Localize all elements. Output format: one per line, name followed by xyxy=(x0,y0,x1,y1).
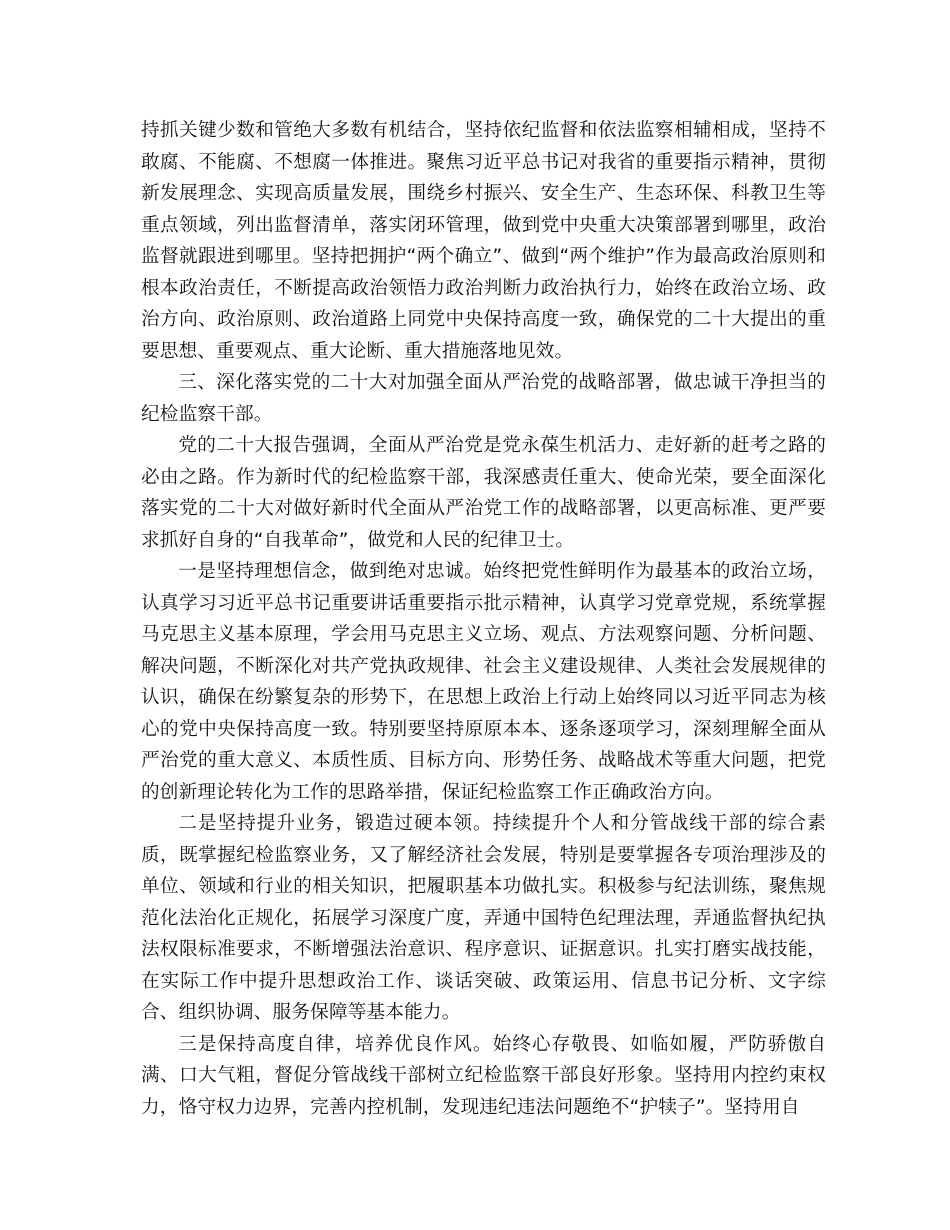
paragraph-ideals-belief: 一是坚持理想信念，做到绝对忠诚。始终把党性鲜明作为最基本的政治立场，认真学习习近平总书记重要讲话重要指示批示精神，认真学习党章党规，系统掌握马克思主义基本原理，学会用马克思主义立场、观点、方法观察问题、分析问题、解决问题，不断深化对共产党执政规律、社会主义建设规律、人类社会发展规律的认识，确保在纷繁复杂的形势下，在思想上政治上行动上始终同以习近平同志为核心的党中央保持高度一致。特别要坚持原原本本、逐条逐项学习，深刻理解全面从严治党的重大意义、本质性质、目标方向、形势任务、战略战术等重大问题，把党的创新理论转化为工作的思路举措，保证纪检监察工作正确政治方向。 xyxy=(141,561,826,803)
document-body xyxy=(141,115,826,1123)
paragraph-professional-skills: 二是坚持提升业务，锻造过硬本领。持续提升个人和分管战线干部的综合素质，既掌握纪检监察业务，又了解经济社会发展，特别是要掌握各专项治理涉及的单位、领域和行业的相关知识，把履职基本功做扎实。积极参与纪法训练，聚焦规范化法治化正规化，拓展学习深度广度，弄通中国特色纪理法理，弄通监督执纪执法权限标准要求，不断增强法治意识、程序意识、证据意识。扎实打磨实战技能，在实际工作中提升思想政治工作、谈话突破、政策运用、信息书记分析、文字综合、组织协调、服务保障等基本能力。 xyxy=(141,813,826,1023)
section-heading-three: 三、深化落实党的二十大对加强全面从严治党的战略部署，做忠诚干净担当的纪检监察干部。 xyxy=(141,372,826,425)
paragraph-self-discipline: 三是保持高度自律，培养优良作风。始终心存敬畏、如临如履，严防骄傲自满、口大气粗，督促分管战线干部树立纪检监察干部良好形象。坚持用内控约束权力，恪守权力边界，完善内控机制，发现违纪违法问题绝不“护犊子”。坚持用自 xyxy=(141,1033,826,1118)
paragraph-political-supervision: 持抓关键少数和管绝大多数有机结合，坚持依纪监督和依法监察相辅相成，坚持不敢腐、不能腐、不想腐一体推进。聚焦习近平总书记对我省的重要指示精神，贯彻新发展理念、实现高质量发展，围绕乡村振兴、安全生产、生态环保、科教卫生等重点领域，列出监督清单，落实闭环管理，做到党中央重大决策部署到哪里，政治监督就跟进到哪里。坚持把拥护“两个确立”、做到“两个维护”作为最高政治原则和根本政治责任，不断提高政治领悟力政治判断力政治执行力，始终在政治立场、政治方向、政治原则、政治道路上同党中央保持高度一致，确保党的二十大提出的重要思想、重要观点、重大论断、重大措施落地见效。 xyxy=(141,120,826,362)
paragraph-report-emphasis: 党的二十大报告强调，全面从严治党是党永葆生机活力、走好新的赶考之路的必由之路。作为新时代的纪检监察干部，我深感责任重大、使命光荣，要全面深化落实党的二十大对做好新时代全面从严治党工作的战略部署，以更高标准、更严要求抓好自身的“自我革命”，做党和人民的纪律卫士。 xyxy=(141,435,826,551)
